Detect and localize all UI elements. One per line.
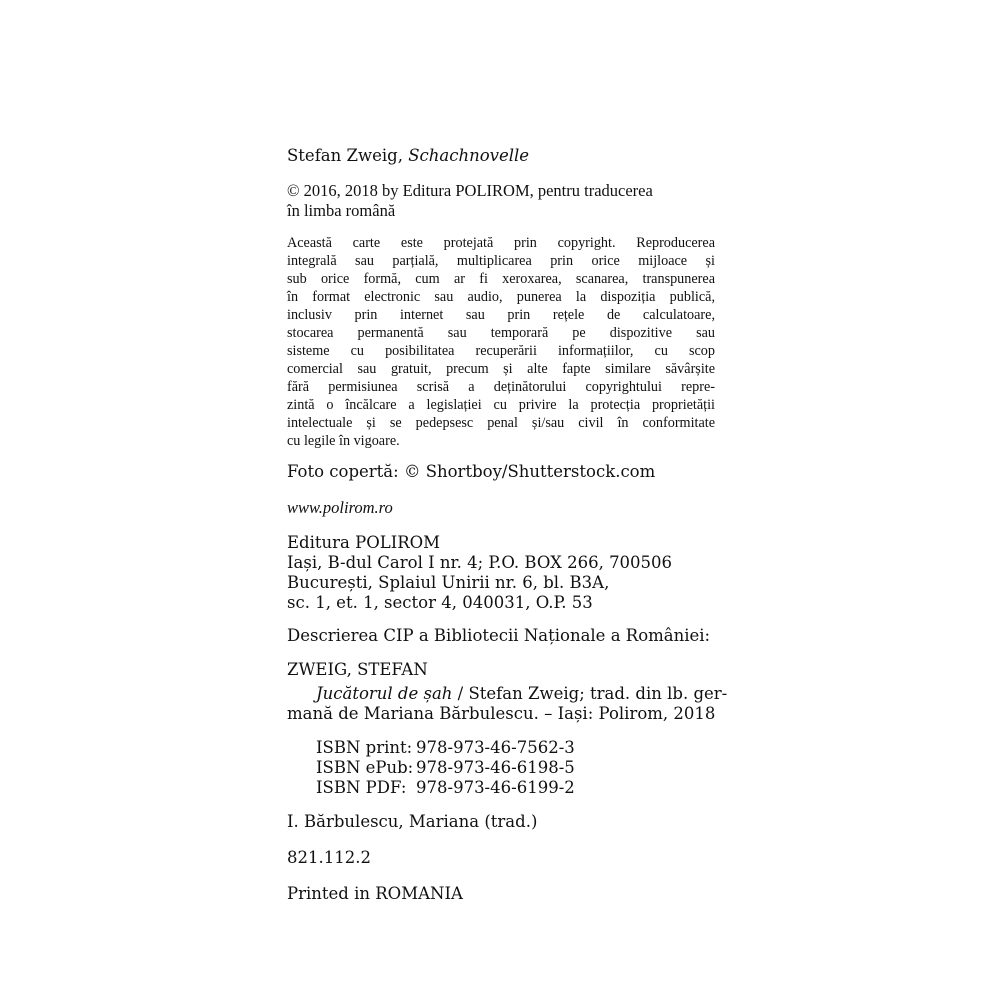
legal-line: integrală sau parțială, multiplicarea prin orice mijloace și [287,253,715,269]
legal-notice [287,234,715,450]
author-line [287,146,715,166]
isbn-value: 978-973-46-7562-3 [416,738,575,757]
cip-record-line: mană de Mariana Bărbulescu. – Iași: Polirom, 2018 [287,704,716,723]
publisher-address-line: Iași, B-dul Carol I nr. 4; P.O. BOX 266, 700506 [287,553,673,572]
book-title: Jucătorul de șah [316,684,453,703]
legal-line: în format electronic sau audio, punerea la dispoziția publică, [287,289,715,305]
publisher-name: Editura POLIROM [287,533,441,552]
legal-line: sisteme cu posibilitatea recuperării informațiilor, cu scop [287,343,715,359]
publisher-address-line: București, Splaiul Unirii nr. 6, bl. B3A, [287,573,610,592]
legal-line: cu legile în vigoare. [287,433,400,449]
publisher-address [287,533,715,613]
cip-author: ZWEIG, STEFAN [287,660,428,679]
copyright-notice [287,181,715,221]
copyright-line: © 2016, 2018 by Editura POLIROM, pentru traducerea [287,181,653,200]
cip-record [287,684,728,724]
isbn-row [287,738,715,758]
website-link[interactable]: www.polirom.ro [287,498,393,517]
isbn-row [287,778,715,798]
author-name: Stefan Zweig, [287,146,409,165]
isbn-value: 978-973-46-6199-2 [416,778,575,797]
classification-code: 821.112.2 [287,848,371,867]
cip-record-line: Jucătorul de șah / Stefan Zweig; trad. din lb. ger- [316,684,728,703]
printed-in: Printed in ROMANIA [287,884,463,903]
legal-line: intelectuale și se pedepsesc penal și/sau civil în conformitate [287,415,715,431]
legal-line: zintă o încălcare a legislației cu privire la protecția proprietății [287,397,715,413]
legal-line: Această carte este protejată prin copyright. Reproducerea [287,235,715,251]
publisher-address-line: sc. 1, et. 1, sector 4, 040031, O.P. 53 [287,593,593,612]
legal-line: comercial sau gratuit, precum și alte fapte similare săvârșite [287,361,715,377]
copyright-line: în limba română [287,201,396,220]
legal-line: inclusiv prin internet sau prin rețele de calculatoare, [287,307,715,323]
isbn-list [287,738,715,798]
isbn-label: ISBN ePub: [316,758,414,777]
translator-entry: I. Bărbulescu, Mariana (trad.) [287,812,538,831]
isbn-value: 978-973-46-6198-5 [416,758,575,777]
legal-line: stocarea permanentă sau temporară pe dispozitive sau [287,325,715,341]
original-title: Schachnovelle [408,146,530,165]
isbn-label: ISBN PDF: [316,778,407,797]
legal-line: sub orice formă, cum ar fi xeroxarea, scanarea, transpunerea [287,271,715,287]
cover-photo-credit: Foto copertă: © Shortboy/Shutterstock.com [287,462,656,481]
isbn-row [287,758,715,778]
legal-line: fără permisiunea scrisă a deținătorului copyrightului repre- [287,379,715,395]
isbn-label: ISBN print: [316,738,413,757]
cip-heading: Descrierea CIP a Bibliotecii Naționale a României: [287,626,711,645]
